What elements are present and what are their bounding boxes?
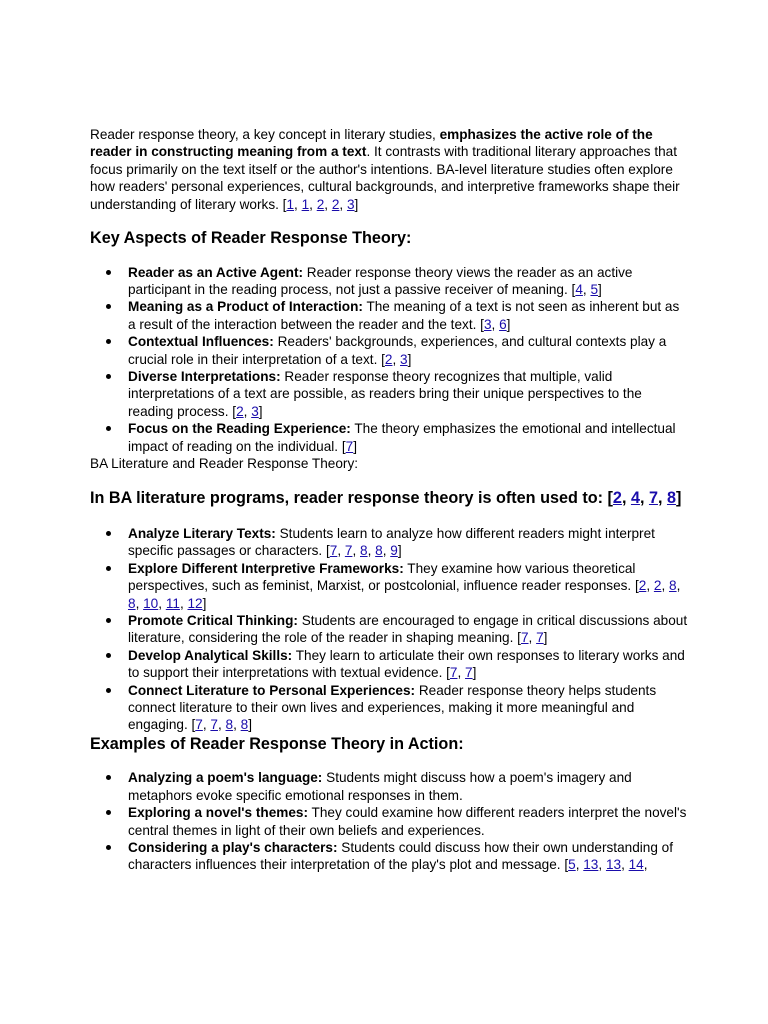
citation-link[interactable]: 8	[225, 717, 234, 733]
citation-link[interactable]: 3	[483, 316, 492, 332]
item-label: Develop Analytical Skills:	[128, 647, 293, 663]
list-item: Develop Analytical Skills: They learn to articulate their own responses to literary works and to support their interpretations with textual evidence. [7, 7]	[90, 647, 690, 682]
heading-ba-programs: In BA literature programs, reader response theory is often used to: [2, 4, 7, 8]	[90, 489, 682, 508]
list-item	[90, 804, 690, 839]
citation-link[interactable]: 2	[384, 351, 393, 367]
list-item: Diverse Interpretations: Reader response theory recognizes that multiple, valid interpretations of a text are possible, as readers bring their unique perspectives to the reading process. [2, 3]	[90, 368, 690, 420]
intro-rest: . It contrasts with traditional literary approaches that focus primarily on the text itself or the author's intentions. BA-level literature studies often explore how readers' personal experiences, cultural backgrounds, and interpretive frameworks shape their understanding of literary works.	[90, 144, 680, 212]
citation-link[interactable]: 5	[568, 857, 576, 873]
citation-link[interactable]: 8	[128, 595, 136, 611]
list-item: Promote Critical Thinking: Students are encouraged to engage in critical discussions about literature, considering the role of the reader in shaping meaning. [7, 7]	[90, 612, 690, 647]
citation-link[interactable]: 2	[331, 196, 340, 212]
citation-link[interactable]: 8	[360, 543, 368, 559]
list-item: Explore Different Interpretive Frameworks: They examine how various theoretical perspectives, such as feminist, Marxist, or postcolonial, influence reader responses. [2, 2, 8, 8, 10, 11, 12]	[90, 560, 690, 612]
list-item: Meaning as a Product of Interaction: The meaning of a text is not seen as inherent but as a result of the interaction between the reader and the text. [3, 6]	[90, 298, 690, 333]
citation-link[interactable]: 8	[240, 717, 249, 733]
item-text: They examine how various theoretical perspectives, such as feminist, Marxist, or postcolonial, influence reader responses.	[128, 560, 636, 594]
citation-link[interactable]: 8	[666, 489, 676, 508]
citation-link[interactable]: 5	[590, 281, 599, 297]
intro-bold: emphasizes the active role of the reader in constructing meaning from a text	[90, 127, 653, 160]
citation-link[interactable]: 8	[375, 543, 383, 559]
item-label: Explore Different Interpretive Frameworks:	[128, 560, 404, 576]
list-item: Reader as an Active Agent: Reader response theory views the reader as an active participant in the reading process, not just a passive receiver of meaning. [4, 5]	[90, 264, 690, 299]
list-item: Connect Literature to Personal Experiences: Reader response theory helps students connect literature to their own lives and experiences, making it more meaningful and engaging. [7, 7, 8, 8]	[90, 682, 690, 734]
citation-link[interactable]: 13	[605, 857, 622, 873]
item-text: Reader response theory recognizes that multiple, valid interpretations of a text are possible, as readers bring their unique perspectives to the reading process.	[128, 368, 642, 419]
citation-link[interactable]: 4	[575, 281, 583, 297]
citation-link[interactable]: 3	[346, 196, 355, 212]
citation-link[interactable]: 13	[583, 857, 599, 873]
item-text: Students might discuss how a poem's imagery and metaphors evoke specific emotional responses in them.	[128, 770, 632, 803]
citation-link[interactable]: 1	[301, 196, 310, 212]
citation-link[interactable]: 7	[648, 489, 658, 508]
list-item: Analyze Literary Texts: Students learn to analyze how different readers might interpret specific passages or characters. [7, 7, 8, 8, 9]	[90, 525, 690, 560]
citation-link[interactable]: 10	[143, 595, 159, 611]
item-text: Reader response theory views the reader as an active participant in the reading process, not just a passive receiver of meaning.	[128, 264, 633, 297]
citation-link[interactable]: 8	[669, 578, 677, 594]
item-label: Analyze Literary Texts:	[128, 525, 276, 541]
item-text: Students learn to analyze how different readers might interpret specific passages or characters.	[128, 525, 655, 559]
item-text: The meaning of a text is not seen as inherent but as a result of the interaction between the reader and the text.	[128, 299, 680, 332]
citation-link[interactable]: 7	[520, 630, 529, 646]
list-item: Contextual Influences: Readers' backgrounds, experiences, and cultural contexts play a crucial role in their interpretation of a text. [2, 3]	[90, 333, 690, 368]
citation-link[interactable]: 7	[465, 665, 473, 681]
document-body	[90, 126, 690, 874]
item-text: Readers' backgrounds, experiences, and cultural contexts play a crucial role in their interpretation of a text.	[128, 334, 667, 367]
intro-paragraph: Reader response theory, a key concept in literary studies, emphasizes the active role of the reader in constructing meaning from a text. It contrasts with traditional literary approaches that focus primarily on the text itself or the author's intentions. BA-level literature studies often explore how readers' personal experiences, cultural backgrounds, and interpretive frameworks shape their understanding of literary works. [1, 1, 2, 2, 3]	[90, 127, 680, 212]
list-item	[90, 769, 690, 804]
item-label: Analyzing a poem's language:	[128, 770, 323, 786]
citation-link[interactable]: 7	[195, 717, 203, 733]
citation-link[interactable]: 2	[316, 196, 325, 212]
heading-key-aspects: Key Aspects of Reader Response Theory:	[90, 229, 412, 248]
item-text: They could examine how different readers interpret the novel's central themes in light of their own beliefs and experiences.	[128, 805, 687, 838]
item-label: Connect Literature to Personal Experiences:	[128, 682, 416, 698]
citation-link[interactable]: 2	[653, 578, 662, 594]
item-label: Meaning as a Product of Interaction:	[128, 299, 363, 315]
citation-link[interactable]: 7	[536, 630, 544, 646]
citation-link[interactable]: 4	[630, 489, 640, 508]
item-text: Reader response theory helps students connect literature to their own lives and experiences, making it more meaningful and engaging.	[128, 682, 657, 733]
citation-link[interactable]: 9	[390, 543, 398, 559]
item-text: Students could discuss how their own understanding of characters influences their interpretation of the play's plot and message.	[128, 839, 674, 873]
citation-link[interactable]: 7	[210, 717, 218, 733]
intro-lead: Reader response theory, a key concept in literary studies,	[90, 127, 440, 142]
list-item: Focus on the Reading Experience: The theory emphasizes the emotional and intellectual impact of reading on the individual. [7]	[90, 420, 690, 455]
heading-ba-programs-text: In BA literature programs, reader response theory is often used to:	[90, 489, 604, 508]
item-label: Diverse Interpretations:	[128, 368, 281, 384]
citation-link[interactable]: 3	[400, 351, 408, 367]
ba-subtitle: BA Literature and Reader Response Theory:	[90, 456, 359, 471]
item-text: They learn to articulate their own responses to literary works and to support their interpretations with textual evidence.	[128, 647, 685, 681]
item-text: The theory emphasizes the emotional and intellectual impact of reading on the individual.	[128, 421, 676, 454]
citation-link[interactable]: 7	[345, 438, 354, 454]
citation-link[interactable]: 11	[165, 595, 180, 611]
list-ba-programs	[90, 525, 690, 734]
citation-link[interactable]: 7	[344, 543, 353, 559]
item-label: Contextual Influences:	[128, 334, 274, 350]
item-label: Focus on the Reading Experience:	[128, 421, 351, 437]
citation-link[interactable]: 14	[628, 857, 644, 873]
list-examples	[90, 769, 690, 873]
heading-examples: Examples of Reader Response Theory in Action:	[90, 734, 464, 753]
item-label: Considering a play's characters:	[128, 839, 338, 855]
citation-link[interactable]: 12	[187, 595, 203, 611]
list-key-aspects	[90, 264, 690, 455]
citation-link[interactable]: 7	[449, 665, 458, 681]
item-label: Promote Critical Thinking:	[128, 612, 298, 628]
list-item: Considering a play's characters: Students could discuss how their own understanding of characters influences their interpretation of the play's plot and message. [5, 13, 13, 14,	[90, 839, 690, 874]
item-label: Exploring a novel's themes:	[128, 805, 308, 821]
citation-link[interactable]: 2	[236, 403, 244, 419]
citation-link[interactable]: 1	[286, 196, 295, 212]
item-label: Reader as an Active Agent:	[128, 264, 304, 280]
item-text: Students are encouraged to engage in critical discussions about literature, considering the role of the reader in shaping meaning.	[128, 612, 688, 646]
citation-link[interactable]: 2	[638, 578, 647, 594]
citation-link[interactable]: 3	[251, 403, 259, 419]
citation-link[interactable]: 6	[499, 316, 507, 332]
citation-link[interactable]: 7	[329, 543, 338, 559]
citation-link[interactable]: 2	[612, 489, 622, 508]
